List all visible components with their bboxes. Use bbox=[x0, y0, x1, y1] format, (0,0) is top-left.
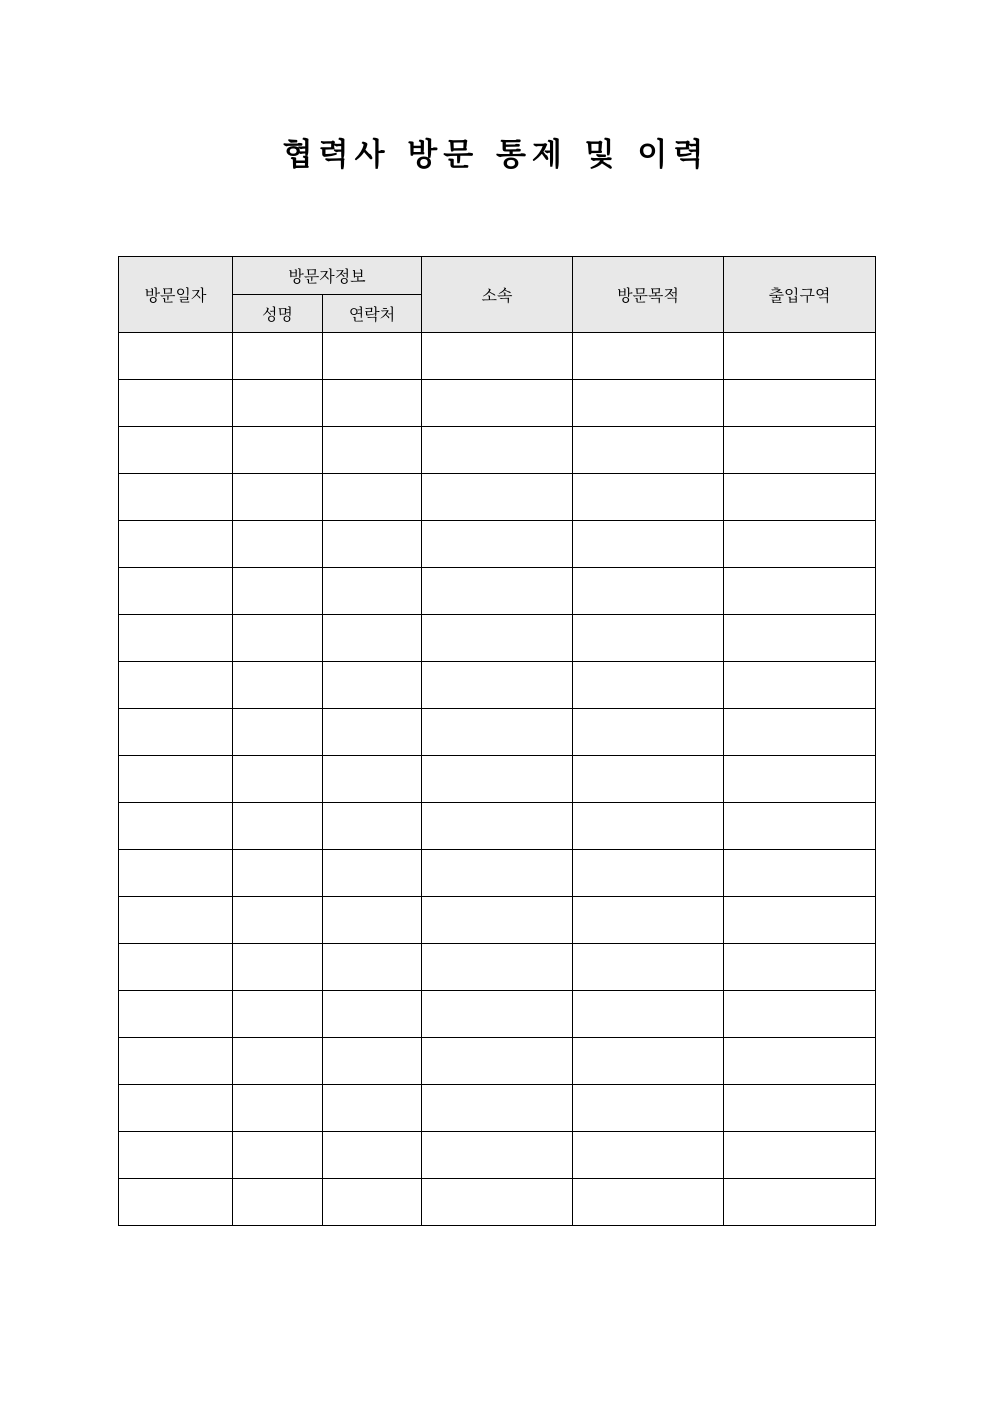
cell-name[interactable] bbox=[233, 568, 323, 615]
table-row bbox=[119, 615, 876, 662]
cell-name[interactable] bbox=[233, 474, 323, 521]
cell-visit-date[interactable] bbox=[119, 991, 233, 1038]
cell-visit-purpose[interactable] bbox=[573, 850, 724, 897]
cell-access-area[interactable] bbox=[724, 615, 876, 662]
cell-contact[interactable] bbox=[323, 1038, 422, 1085]
header-access-area: 출입구역 bbox=[724, 257, 876, 333]
cell-visit-date[interactable] bbox=[119, 1132, 233, 1179]
cell-contact[interactable] bbox=[323, 850, 422, 897]
cell-contact[interactable] bbox=[323, 662, 422, 709]
cell-name[interactable] bbox=[233, 850, 323, 897]
cell-contact[interactable] bbox=[323, 991, 422, 1038]
cell-visit-purpose[interactable] bbox=[573, 615, 724, 662]
cell-affiliation[interactable] bbox=[422, 427, 573, 474]
cell-access-area[interactable] bbox=[724, 380, 876, 427]
cell-access-area[interactable] bbox=[724, 1132, 876, 1179]
cell-visit-date[interactable] bbox=[119, 333, 233, 380]
cell-visit-date[interactable] bbox=[119, 615, 233, 662]
cell-visit-purpose[interactable] bbox=[573, 568, 724, 615]
cell-contact[interactable] bbox=[323, 474, 422, 521]
cell-name[interactable] bbox=[233, 756, 323, 803]
cell-name[interactable] bbox=[233, 1132, 323, 1179]
cell-visit-purpose[interactable] bbox=[573, 756, 724, 803]
cell-contact[interactable] bbox=[323, 380, 422, 427]
cell-visit-date[interactable] bbox=[119, 662, 233, 709]
table-row bbox=[119, 1132, 876, 1179]
header-contact: 연락처 bbox=[323, 295, 422, 333]
header-visit-date: 방문일자 bbox=[119, 257, 233, 333]
cell-access-area[interactable] bbox=[724, 944, 876, 991]
cell-visit-purpose[interactable] bbox=[573, 427, 724, 474]
cell-visit-date[interactable] bbox=[119, 850, 233, 897]
table-row bbox=[119, 709, 876, 756]
cell-visit-date[interactable] bbox=[119, 427, 233, 474]
table-row bbox=[119, 850, 876, 897]
page-title: 협력사 방문 통제 및 이력 bbox=[282, 137, 710, 173]
table-row bbox=[119, 521, 876, 568]
cell-name[interactable] bbox=[233, 427, 323, 474]
cell-name[interactable] bbox=[233, 1179, 323, 1226]
table-row bbox=[119, 568, 876, 615]
cell-affiliation[interactable] bbox=[422, 1179, 573, 1226]
table-body bbox=[119, 333, 876, 1226]
cell-access-area[interactable] bbox=[724, 709, 876, 756]
visit-log-table bbox=[118, 256, 876, 1226]
cell-access-area[interactable] bbox=[724, 1038, 876, 1085]
cell-visit-date[interactable] bbox=[119, 944, 233, 991]
cell-name[interactable] bbox=[233, 333, 323, 380]
cell-visit-purpose[interactable] bbox=[573, 333, 724, 380]
cell-contact[interactable] bbox=[323, 897, 422, 944]
cell-visit-date[interactable] bbox=[119, 803, 233, 850]
cell-visit-purpose[interactable] bbox=[573, 662, 724, 709]
cell-visit-date[interactable] bbox=[119, 474, 233, 521]
table-row bbox=[119, 333, 876, 380]
cell-name[interactable] bbox=[233, 615, 323, 662]
header-visitor-info: 방문자정보 bbox=[233, 257, 422, 295]
table-row bbox=[119, 380, 876, 427]
cell-affiliation[interactable] bbox=[422, 1085, 573, 1132]
cell-name[interactable] bbox=[233, 1085, 323, 1132]
cell-contact[interactable] bbox=[323, 427, 422, 474]
cell-visit-date[interactable] bbox=[119, 1179, 233, 1226]
cell-visit-purpose[interactable] bbox=[573, 1132, 724, 1179]
cell-affiliation[interactable] bbox=[422, 944, 573, 991]
cell-contact[interactable] bbox=[323, 1132, 422, 1179]
cell-name[interactable] bbox=[233, 709, 323, 756]
cell-visit-purpose[interactable] bbox=[573, 474, 724, 521]
cell-access-area[interactable] bbox=[724, 333, 876, 380]
cell-visit-purpose[interactable] bbox=[573, 1038, 724, 1085]
cell-visit-date[interactable] bbox=[119, 756, 233, 803]
cell-contact[interactable] bbox=[323, 709, 422, 756]
header-visit-purpose: 방문목적 bbox=[573, 257, 724, 333]
cell-visit-date[interactable] bbox=[119, 709, 233, 756]
table-row bbox=[119, 662, 876, 709]
cell-affiliation[interactable] bbox=[422, 897, 573, 944]
cell-affiliation[interactable] bbox=[422, 474, 573, 521]
cell-name[interactable] bbox=[233, 1038, 323, 1085]
cell-affiliation[interactable] bbox=[422, 709, 573, 756]
cell-affiliation[interactable] bbox=[422, 380, 573, 427]
cell-visit-purpose[interactable] bbox=[573, 1085, 724, 1132]
table-row bbox=[119, 756, 876, 803]
table-row bbox=[119, 1038, 876, 1085]
cell-affiliation[interactable] bbox=[422, 662, 573, 709]
cell-affiliation[interactable] bbox=[422, 756, 573, 803]
table-row bbox=[119, 803, 876, 850]
cell-visit-purpose[interactable] bbox=[573, 1179, 724, 1226]
cell-contact[interactable] bbox=[323, 756, 422, 803]
cell-contact[interactable] bbox=[323, 803, 422, 850]
table-row bbox=[119, 427, 876, 474]
cell-access-area[interactable] bbox=[724, 427, 876, 474]
cell-visit-date[interactable] bbox=[119, 897, 233, 944]
cell-name[interactable] bbox=[233, 803, 323, 850]
cell-affiliation[interactable] bbox=[422, 1132, 573, 1179]
cell-name[interactable] bbox=[233, 991, 323, 1038]
cell-visit-date[interactable] bbox=[119, 568, 233, 615]
cell-visit-date[interactable] bbox=[119, 521, 233, 568]
cell-visit-purpose[interactable] bbox=[573, 944, 724, 991]
cell-name[interactable] bbox=[233, 944, 323, 991]
cell-affiliation[interactable] bbox=[422, 991, 573, 1038]
cell-affiliation[interactable] bbox=[422, 850, 573, 897]
cell-visit-date[interactable] bbox=[119, 380, 233, 427]
cell-visit-purpose[interactable] bbox=[573, 803, 724, 850]
cell-contact[interactable] bbox=[323, 1085, 422, 1132]
cell-access-area[interactable] bbox=[724, 756, 876, 803]
cell-access-area[interactable] bbox=[724, 662, 876, 709]
table-row bbox=[119, 897, 876, 944]
cell-name[interactable] bbox=[233, 380, 323, 427]
cell-name[interactable] bbox=[233, 897, 323, 944]
table-row bbox=[119, 1085, 876, 1132]
cell-visit-purpose[interactable] bbox=[573, 380, 724, 427]
header-affiliation: 소속 bbox=[422, 257, 573, 333]
cell-access-area[interactable] bbox=[724, 803, 876, 850]
cell-visit-purpose[interactable] bbox=[573, 991, 724, 1038]
cell-affiliation[interactable] bbox=[422, 521, 573, 568]
cell-access-area[interactable] bbox=[724, 991, 876, 1038]
cell-access-area[interactable] bbox=[724, 568, 876, 615]
cell-access-area[interactable] bbox=[724, 474, 876, 521]
cell-contact[interactable] bbox=[323, 1179, 422, 1226]
cell-affiliation[interactable] bbox=[422, 615, 573, 662]
cell-contact[interactable] bbox=[323, 568, 422, 615]
cell-affiliation[interactable] bbox=[422, 333, 573, 380]
cell-contact[interactable] bbox=[323, 333, 422, 380]
cell-contact[interactable] bbox=[323, 615, 422, 662]
cell-name[interactable] bbox=[233, 662, 323, 709]
cell-access-area[interactable] bbox=[724, 521, 876, 568]
cell-access-area[interactable] bbox=[724, 850, 876, 897]
cell-access-area[interactable] bbox=[724, 1085, 876, 1132]
table-row bbox=[119, 474, 876, 521]
cell-access-area[interactable] bbox=[724, 897, 876, 944]
table-row bbox=[119, 944, 876, 991]
cell-contact[interactable] bbox=[323, 521, 422, 568]
cell-visit-purpose[interactable] bbox=[573, 709, 724, 756]
cell-visit-purpose[interactable] bbox=[573, 521, 724, 568]
cell-visit-date[interactable] bbox=[119, 1085, 233, 1132]
cell-name[interactable] bbox=[233, 521, 323, 568]
table-row bbox=[119, 1179, 876, 1226]
cell-access-area[interactable] bbox=[724, 1179, 876, 1226]
cell-affiliation[interactable] bbox=[422, 803, 573, 850]
cell-visit-date[interactable] bbox=[119, 1038, 233, 1085]
table-row bbox=[119, 991, 876, 1038]
cell-contact[interactable] bbox=[323, 944, 422, 991]
table-header bbox=[119, 257, 876, 333]
header-name: 성명 bbox=[233, 295, 323, 333]
cell-affiliation[interactable] bbox=[422, 568, 573, 615]
cell-visit-purpose[interactable] bbox=[573, 897, 724, 944]
cell-affiliation[interactable] bbox=[422, 1038, 573, 1085]
